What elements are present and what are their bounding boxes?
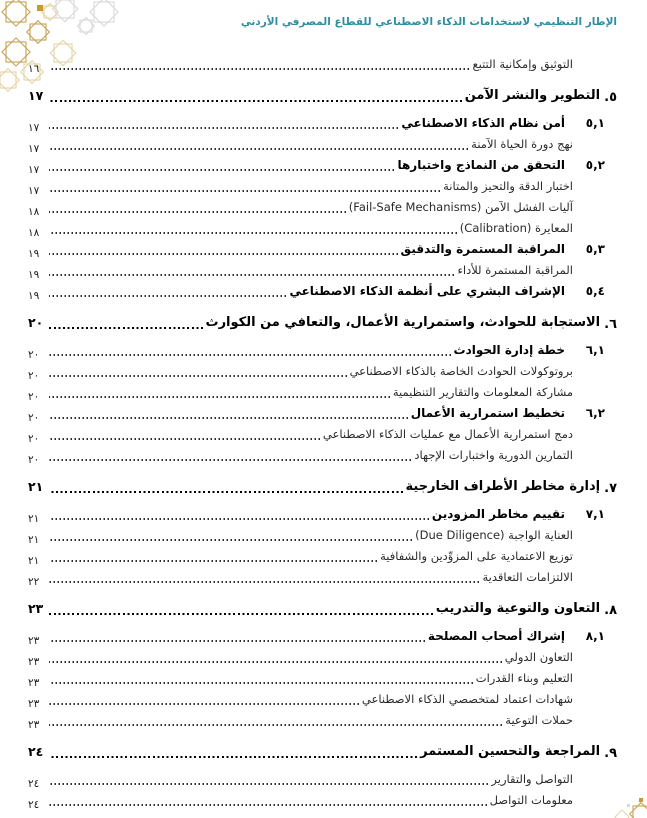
- toc-page-number: ٢٠: [28, 412, 40, 424]
- toc-row[interactable]: [28, 311, 617, 335]
- toc-entry-title: إشراك أصحاب المصلحة: [427, 629, 565, 643]
- toc-row[interactable]: [28, 239, 617, 260]
- toc-page-number: ١٦: [28, 63, 40, 75]
- toc-page-number: ٢٤: [28, 744, 44, 759]
- toc-row[interactable]: [28, 546, 617, 567]
- dotted-leader: [49, 417, 408, 419]
- toc-entry-number: ٦,١: [585, 343, 605, 357]
- toc-row[interactable]: [28, 197, 617, 218]
- dotted-leader: [49, 756, 417, 758]
- toc-page-number: ٢٣: [28, 719, 40, 731]
- dotted-leader: [49, 724, 502, 726]
- toc-entry-title: التعاون والتوعية والتدريب: [435, 601, 601, 616]
- dotted-leader: [49, 581, 479, 583]
- toc-row[interactable]: [28, 176, 617, 197]
- dotted-leader: [49, 253, 398, 255]
- dotted-leader: [49, 560, 377, 562]
- dotted-leader: [49, 327, 203, 329]
- dotted-leader: [49, 232, 457, 234]
- toc-entry-title: التعاون الدولي: [504, 650, 573, 664]
- toc-page-number: ٢١: [28, 555, 40, 567]
- toc-page-number: ٢٢: [28, 576, 40, 588]
- toc-entry-title: التواصل والتقارير: [491, 772, 573, 786]
- toc-row[interactable]: [28, 260, 617, 281]
- dotted-leader: [49, 148, 468, 150]
- toc-entry-number: ٨,١: [585, 629, 605, 643]
- toc-row[interactable]: [28, 445, 617, 466]
- toc-row[interactable]: [28, 626, 617, 647]
- toc-row[interactable]: [28, 475, 617, 499]
- toc-row[interactable]: [28, 504, 617, 525]
- toc-entry-title: شهادات اعتماد لمتخصصي الذكاء الاصطناعي: [361, 692, 573, 706]
- dotted-leader: [49, 459, 411, 461]
- dotted-leader: [49, 211, 346, 213]
- toc-row[interactable]: [28, 84, 617, 108]
- toc-entry-number: ٦.: [604, 317, 617, 332]
- dotted-leader: [49, 274, 454, 276]
- toc-page-number: ١٧: [28, 122, 40, 134]
- toc-page-number: ١٧: [28, 88, 44, 103]
- toc-row[interactable]: [28, 769, 617, 790]
- toc-entry-title: معلومات التواصل: [489, 793, 573, 807]
- dotted-leader: [49, 169, 394, 171]
- toc-row[interactable]: [28, 740, 617, 764]
- toc-row[interactable]: [28, 525, 617, 546]
- toc-page-number: ١٧: [28, 185, 40, 197]
- toc-row[interactable]: [28, 403, 617, 424]
- toc-entry-title: العناية الواجبة (Due Diligence): [415, 528, 573, 542]
- toc-row[interactable]: [28, 710, 617, 731]
- toc-page-number: ٢٠: [28, 370, 40, 382]
- toc-entry-title: الإشراف البشري على أنظمة الذكاء الاصطناعي: [289, 284, 565, 298]
- toc-row[interactable]: [28, 790, 617, 811]
- toc-row[interactable]: [28, 382, 617, 403]
- toc-entry-number: ٧.: [604, 481, 617, 496]
- toc-entry-title: المراجعة والتحسين المستمر: [420, 744, 601, 759]
- toc-entry-title: مشاركة المعلومات والتقارير التنظيمية: [392, 385, 573, 399]
- toc-page-number: ٢٣: [28, 656, 40, 668]
- toc-row[interactable]: [28, 689, 617, 710]
- dotted-leader: [49, 661, 502, 663]
- toc-page-number: ٢٣: [28, 635, 40, 647]
- dotted-leader: [49, 396, 390, 398]
- toc-entry-title: المراقبة المستمرة للأداء: [457, 263, 573, 277]
- toc-list: [28, 54, 617, 811]
- dotted-leader: [49, 640, 425, 642]
- toc-entry-title: تقييم مخاطر المزودين: [431, 507, 565, 521]
- toc-row[interactable]: [28, 361, 617, 382]
- toc-page-number: ٢١: [28, 513, 40, 525]
- toc-page-number: ٢٠: [28, 315, 44, 330]
- dotted-leader: [49, 539, 412, 541]
- toc-page-number: ١٧: [28, 143, 40, 155]
- toc-entry-title: المراقبة المستمرة والتدقيق: [400, 242, 565, 256]
- toc-entry-title: خطة إدارة الحوادث: [453, 343, 565, 357]
- dotted-leader: [49, 190, 440, 192]
- toc-entry-title: التمارين الدورية واختبارات الإجهاد: [414, 448, 573, 462]
- toc-entry-title: حملات التوعية: [505, 713, 573, 727]
- dotted-leader: [49, 354, 451, 356]
- toc-entry-title: الالتزامات التعاقدية: [482, 570, 573, 584]
- toc-entry-title: إدارة مخاطر الأطراف الخارجية: [405, 479, 601, 494]
- toc-page-number: ٢٣: [28, 698, 40, 710]
- toc-entry-title: الاستجابة للحوادث، واستمرارية الأعمال، والتعافي من الكوارث: [205, 315, 601, 330]
- toc-page-number: ٢١: [28, 479, 44, 494]
- toc-page-number: ١٨: [28, 227, 40, 239]
- dotted-leader: [49, 783, 488, 785]
- toc-page-number: ٢٣: [28, 601, 44, 616]
- toc-entry-title: بروتوكولات الحوادث الخاصة بالذكاء الاصطناعي: [349, 364, 573, 378]
- toc-page-number: ٢٠: [28, 433, 40, 445]
- toc-entry-number: ٥.: [604, 90, 617, 105]
- toc-entry-title: دمج استمرارية الأعمال مع عمليات الذكاء الاصطناعي: [322, 427, 573, 441]
- toc-entry-title: تخطيط استمرارية الأعمال: [410, 406, 565, 420]
- page-header-title: الإطار التنظيمي لاستخدامات الذكاء الاصطناعي للقطاع المصرفي الأردني: [240, 16, 617, 28]
- dotted-leader: [49, 518, 429, 520]
- toc-entry-title: المعايرة (Calibration): [459, 221, 573, 235]
- toc-entry-title: أمن نظام الذكاء الاصطناعي: [401, 116, 565, 130]
- toc-entry-number: ٦,٢: [585, 406, 605, 420]
- toc-row[interactable]: [28, 424, 617, 445]
- toc-row[interactable]: [28, 567, 617, 588]
- dotted-leader: [49, 438, 320, 440]
- toc-entry-number: ٩.: [604, 746, 617, 761]
- toc-entry-title: نهج دورة الحياة الآمنة: [471, 137, 573, 151]
- toc-page-number: ٢٠: [28, 349, 40, 361]
- toc-page-number: ١٨: [28, 206, 40, 218]
- toc-row[interactable]: [28, 340, 617, 361]
- toc-row[interactable]: [28, 647, 617, 668]
- dotted-leader: [49, 295, 286, 297]
- toc-entry-title: توزيع الاعتمادية على المزوِّدين والشفافية: [380, 549, 573, 563]
- dotted-leader: [49, 613, 433, 615]
- toc-entry-number: ٥,٢: [585, 158, 605, 172]
- toc-row[interactable]: [28, 134, 617, 155]
- toc-page-number: ٢٣: [28, 677, 40, 689]
- toc-row[interactable]: [28, 218, 617, 239]
- toc-entry-number: ٨.: [604, 603, 617, 618]
- dotted-leader: [49, 682, 473, 684]
- dotted-leader: [49, 68, 469, 70]
- toc-entry-title: اختبار الدقة والتحيز والمتانة: [443, 179, 573, 193]
- toc-row[interactable]: [28, 54, 617, 75]
- dotted-leader: [49, 804, 487, 806]
- dotted-leader: [49, 375, 347, 377]
- toc-page-number: ٢٠: [28, 391, 40, 403]
- toc-entry-number: ٥,١: [585, 116, 605, 130]
- toc-row[interactable]: [28, 597, 617, 621]
- dotted-leader: [49, 491, 403, 493]
- dotted-leader: [49, 703, 359, 705]
- dotted-leader: [49, 100, 462, 102]
- toc-entry-title: التحقق من النماذج واختبارها: [397, 158, 565, 172]
- toc-row[interactable]: [28, 668, 617, 689]
- toc-row[interactable]: [28, 155, 617, 176]
- toc-entry-title: التعليم وبناء القدرات: [475, 671, 573, 685]
- toc-entry-number: ٧,١: [585, 507, 605, 521]
- toc-entry-title: التوثيق وإمكانية التتبع: [472, 57, 573, 71]
- toc-entry-title: التطوير والنشر الآمن: [464, 88, 601, 103]
- dotted-leader: [49, 127, 398, 129]
- toc-page-number: ٢٠: [28, 454, 40, 466]
- toc-page-number: ١٩: [28, 290, 40, 302]
- toc-page-number: ٢٤: [28, 778, 40, 790]
- toc-row[interactable]: [28, 113, 617, 134]
- toc-entry-title: آليات الفشل الآمن (Fail-Safe Mechanisms): [348, 200, 573, 214]
- toc-page-number: ٢١: [28, 534, 40, 546]
- toc-page-number: ١٩: [28, 248, 40, 260]
- toc-page-number: ١٩: [28, 269, 40, 281]
- toc-page-number: ٢٤: [28, 799, 40, 811]
- toc-entry-number: ٥,٤: [585, 284, 605, 298]
- toc-page-number: ١٧: [28, 164, 40, 176]
- toc-row[interactable]: [28, 281, 617, 302]
- toc-entry-number: ٥,٣: [585, 242, 605, 256]
